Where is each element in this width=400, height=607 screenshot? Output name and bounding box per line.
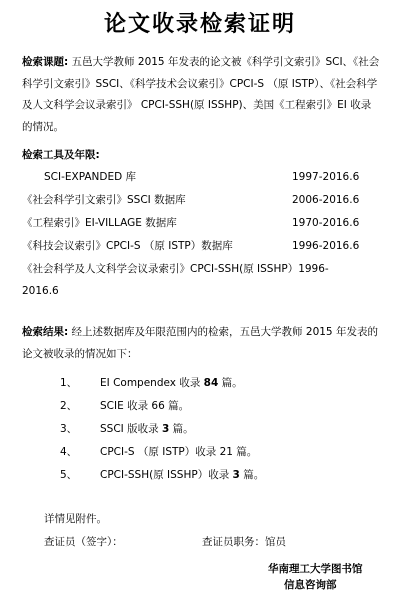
tool-name: 《社会科学及人文科学会议录索引》CPCI-SSH(原 ISSHP）1996-: [22, 263, 329, 275]
result-count: 3: [161, 423, 170, 435]
result-item: [60, 445, 257, 459]
result-unit: 篇。: [239, 469, 265, 481]
result-item: [60, 422, 194, 436]
result-number: 2、: [60, 400, 78, 412]
tool-years: 1996-2016.6: [292, 240, 360, 252]
issuer-organization: 华南理工大学图书馆: [268, 563, 363, 575]
tool-years-continued: 2016.6: [22, 285, 59, 297]
result-text: SSCI 版收录: [100, 423, 162, 435]
result-unit: 篇。: [169, 423, 194, 435]
tool-name: SCI-EXPANDED 库: [44, 171, 137, 183]
result-number: 5、: [60, 469, 78, 481]
subject-label: 检索课题:: [22, 56, 69, 68]
result-text: SCIE 收录: [100, 400, 152, 412]
result-count: 3: [232, 469, 240, 481]
result-unit: 篇。: [218, 377, 243, 389]
result-text: CPCI-S （原 ISTP）收录: [100, 446, 220, 458]
result-unit: 篇。: [232, 446, 258, 458]
results-text: 经上述数据库及年限范围内的检索，五邑大学教师 2015 年发表的论文被收录的情况如下：: [22, 326, 378, 360]
tool-name: 《科技会议索引》CPCI-S （原 ISTP）数据库: [22, 240, 233, 252]
result-number: 1、: [60, 377, 78, 389]
result-item: [60, 468, 264, 482]
result-number: 3、: [60, 423, 78, 435]
result-item: [60, 376, 243, 390]
result-count: 66: [151, 400, 165, 412]
tool-years: 2006-2016.6: [292, 194, 360, 206]
page-title: 论文收录检索证明: [103, 12, 296, 37]
tools-heading: 检索工具及年限:: [22, 149, 100, 161]
tool-name: 《社会科学引文索引》SSCI 数据库: [22, 194, 186, 206]
tool-years: 1970-2016.6: [292, 217, 360, 229]
results-paragraph: [22, 322, 380, 365]
result-text: EI Compendex 收录: [100, 377, 204, 389]
result-text: CPCI-SSH(原 ISSHP）收录: [100, 469, 233, 481]
result-item: [60, 399, 189, 413]
checker-signature: 查证员（签字）：: [44, 536, 123, 548]
tool-name: 《工程索引》EI-VILLAGE 数据库: [22, 217, 177, 229]
issuer-department: 信息咨询部: [284, 579, 337, 591]
result-number: 4、: [60, 446, 78, 458]
results-label: 检索结果:: [22, 326, 69, 338]
result-count: 84: [203, 377, 219, 389]
checker-position: 查证员职务：馆员: [202, 536, 286, 548]
tool-years: 1997-2016.6: [292, 171, 360, 183]
subject-paragraph: [22, 52, 380, 138]
result-unit: 篇。: [164, 400, 190, 412]
result-count: 21: [219, 446, 233, 458]
attachment-note: 详情见附件。: [44, 513, 107, 525]
subject-text: 五邑大学教师 2015 年发表的论文被《科学引文索引》SCI、《社会科学引文索引》SSCI、《科学技术会议索引》CPCI-S （原 ISTP）、《社会科学及人文科学会议录索引》 CPCI-SSH(原 ISSHP)、美国《工程索引》EI 收录的情况。: [22, 56, 380, 133]
